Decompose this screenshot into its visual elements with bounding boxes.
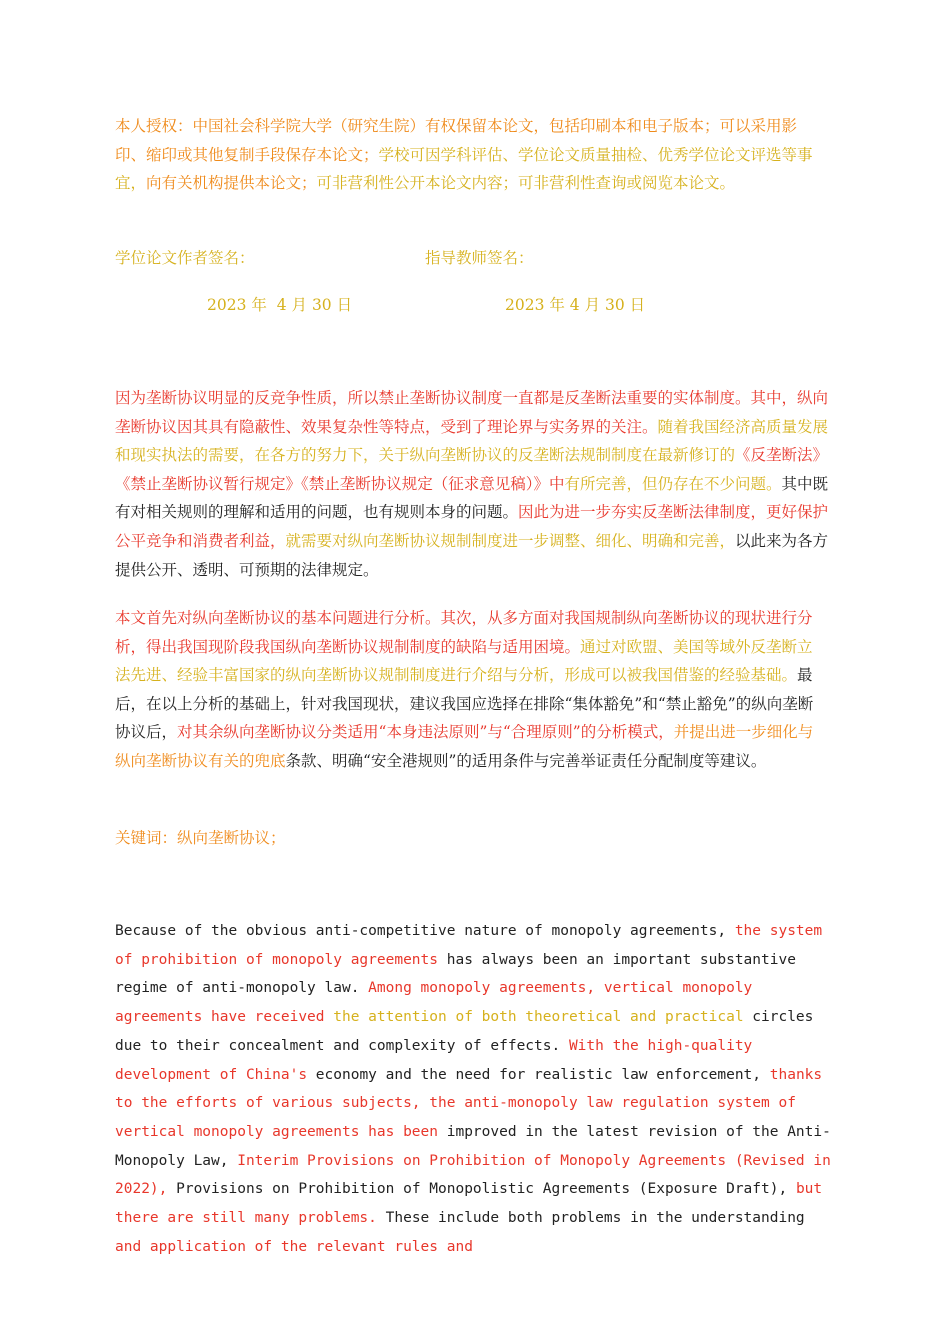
abstract-en-paragraph xyxy=(115,917,840,1261)
keywords-line: 关键词：纵向垄断协议； xyxy=(115,829,286,847)
text-segment: 以此来为各方提供公开、透明、可预期的法律规定。 xyxy=(115,531,829,579)
text-segment: thanks to the efforts of various subjects, the anti-monopoly law regulation system of vertical monopoly agreements has been xyxy=(115,1066,831,1140)
text-segment: and application of the relevant rules and xyxy=(115,1238,473,1255)
text-segment: 本人授权：中国社会科学院大学（研究生院）有权保留本论文，包括印刷本和电子版本；可以采用影印、缩印或其他复制手段保存本论文； xyxy=(115,117,798,164)
text-segment: Among monopoly agreements, vertical monopoly agreements have received xyxy=(115,980,762,1026)
text-segment: 向有关机构提供本论文； xyxy=(146,174,317,193)
abstract-zh-paragraph-1 xyxy=(115,384,835,584)
authorization-paragraph xyxy=(115,112,827,198)
text-segment: 通过对欧盟、美国等域外反垄断立法先进、经验丰富国家的纵向垄断协议规制制度进行介绍与分析，形成可以被我国借鉴的经验基础。 xyxy=(115,637,813,685)
text-segment: Because of the obvious anti-competitive nature of monopoly agreements, xyxy=(115,923,735,939)
author-signature-label: 学位论文作者签名： xyxy=(115,249,255,267)
text-segment: 有所完善，但仍存在不少问题。 xyxy=(564,474,782,493)
text-segment: the system of prohibition of monopoly agreements xyxy=(115,923,831,968)
text-segment: 对其余纵向垄断协议分类适用“本身违法原则”与“合理原则”的分析模式， xyxy=(177,723,674,742)
text-segment: Interim Provisions on Prohibition of Monopoly Agreements (Revised in 2022), xyxy=(115,1152,840,1198)
text-segment: With the high-quality development of China's xyxy=(115,1037,762,1083)
text-segment: improved in the latest revision of the Anti-Monopoly Law, xyxy=(115,1123,831,1169)
text-segment: Provisions on Prohibition of Monopolistic Agreements (Exposure Draft), xyxy=(167,1181,796,1198)
abstract-zh-paragraph-2 xyxy=(115,604,827,776)
text-segment: but there are still many problems. xyxy=(115,1181,831,1227)
text-segment: 因为垄断协议明显的反竞争性质，所以禁止垄断协议制度一直都是反垄断法重要的实体制度。其中，纵向垄断协议因其具有隐蔽性、效果复杂性等特点，受到了理论界与实务界的关注。 xyxy=(115,389,829,436)
text-segment: 《反垄断法》《禁止垄断协议暂行规定》《禁止垄断协议规定（征求意见稿）》中 xyxy=(115,446,829,493)
text-segment: 最后，在以上分析的基础上，针对我国现状，建议我国应选择在排除“集体豁免”和“禁止豁免”的纵向垄断协议后， xyxy=(115,666,814,742)
text-segment: 其中既有对相关规则的理解和适用的问题，也有规则本身的问题。 xyxy=(115,474,829,522)
text-segment: 学校可因学科评估、学位论文质量抽检、优秀学位论文评选等事宜， xyxy=(115,145,813,193)
text-segment: 可非营利性公开本论文内容；可非营利性查询或阅览本论文。 xyxy=(316,174,736,193)
text-segment: 条款、明确“安全港规则”的适用条件与完善举证责任分配制度等建议。 xyxy=(285,751,767,770)
text-segment: circles due to their concealment and complexity of effects. xyxy=(115,1009,823,1054)
text-segment: These include both problems in the understanding xyxy=(376,1210,814,1227)
text-segment: 随着我国经济高质量发展和现实执法的需要，在各方的努力下，关于纵向垄断协议的反垄断法规制制度在最新修订的 xyxy=(115,417,829,465)
text-segment: 因此为进一步夯实反垄断法律制度，更好保护公平竞争和消费者利益， xyxy=(115,503,829,550)
advisor-signature-label: 指导教师签名： xyxy=(425,249,534,267)
text-segment: 本文首先对纵向垄断协议的基本问题进行分析。其次，从多方面对我国规制纵向垄断协议的现状进行分析，得出我国现阶段我国纵向垄断协议规制制度的缺陷与适用困境。 xyxy=(115,609,813,656)
text-segment: the attention of both theoretical and practical xyxy=(324,1009,744,1026)
advisor-signature-date: 2023 年 4 月 30 日 xyxy=(505,296,646,314)
text-segment: has always been an important substantive regime of anti-monopoly law. xyxy=(115,951,805,997)
text-segment: 并提出进一步细化与纵向垄断协议有关的兜底 xyxy=(115,723,814,770)
text-segment: economy and the need for realistic law enforcement, xyxy=(307,1066,770,1083)
author-signature-date: 2023 年 4 月 30 日 xyxy=(207,296,353,314)
text-segment: 就需要对纵向垄断协议规制制度进一步调整、细化、明确和完善， xyxy=(285,531,736,550)
